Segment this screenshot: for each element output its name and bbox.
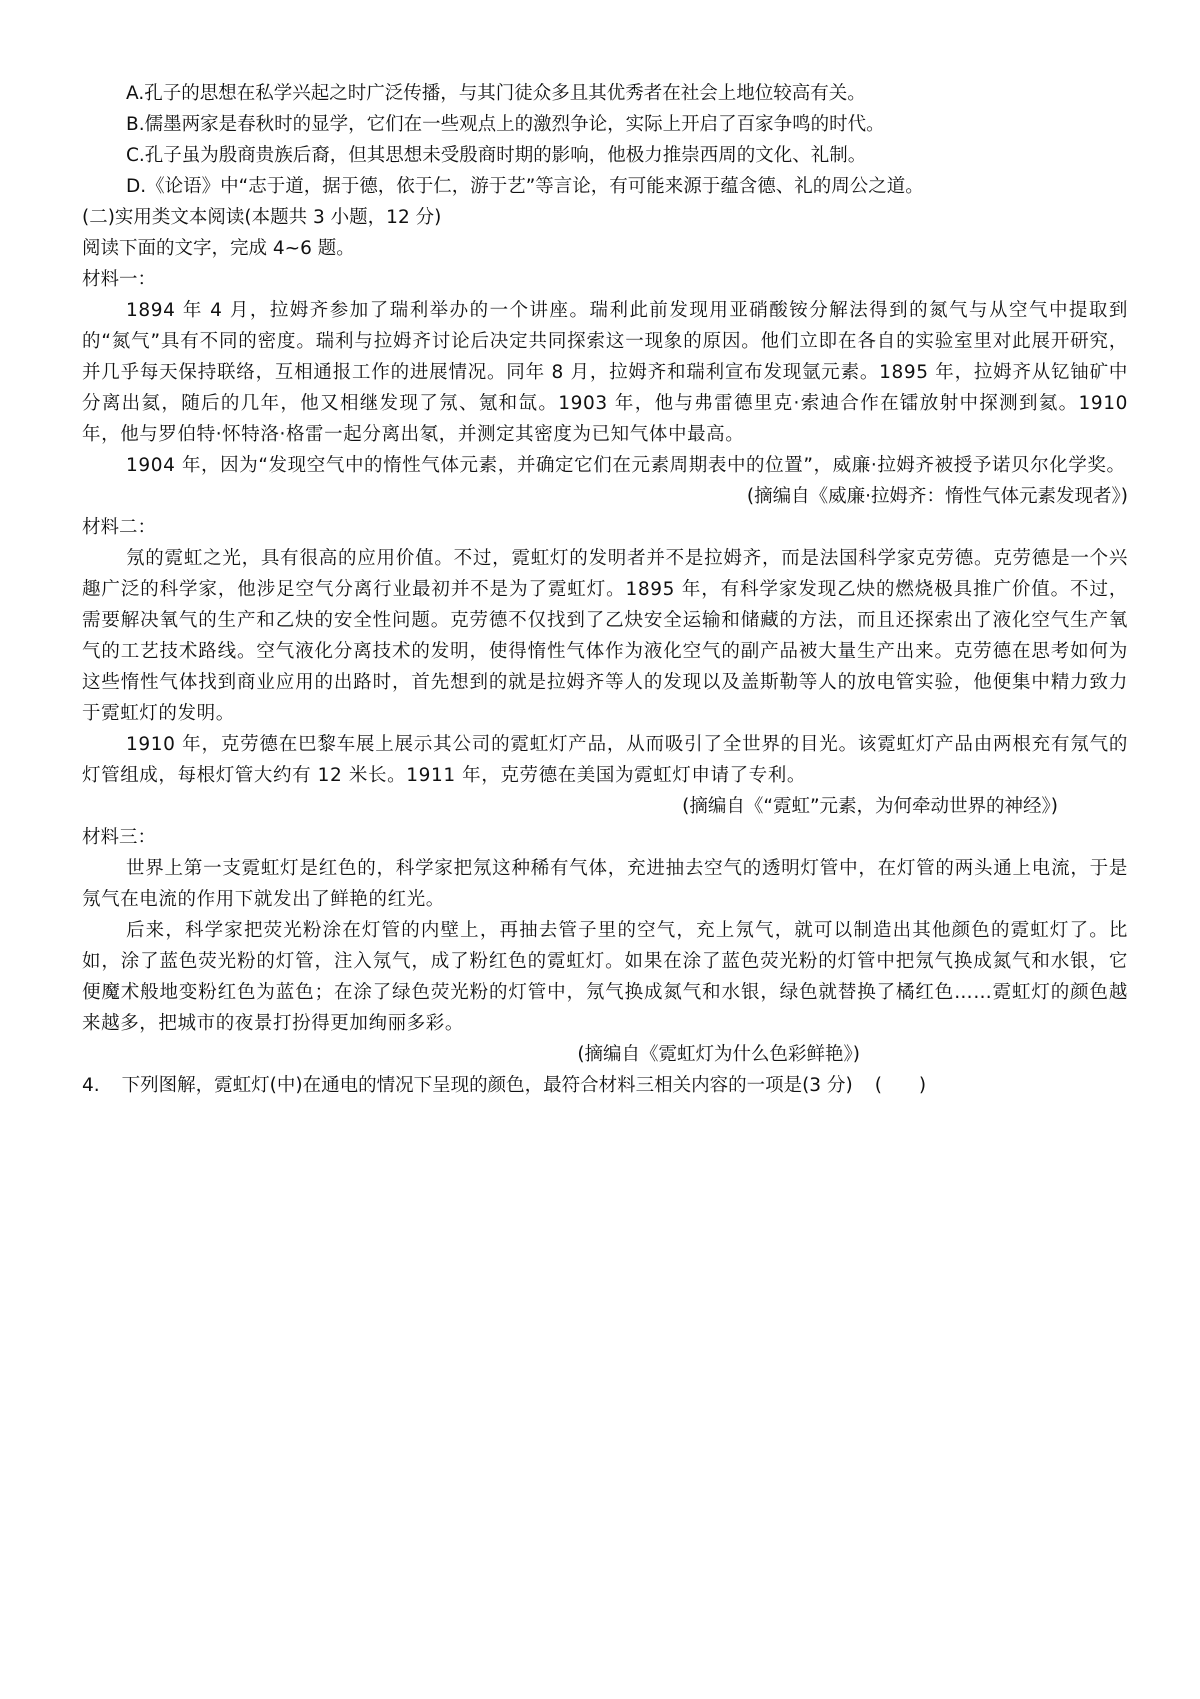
material3-source: (摘编自《霓虹灯为什么色彩鲜艳》) <box>577 1044 860 1065</box>
section-title: (二)实用类文本阅读(本题共 3 小题，12 分) <box>82 207 442 228</box>
question-text: 下列图解，霓虹灯(中)在通电的情况下呈现的颜色，最符合材料三相关内容的一项是(3 分) <box>121 1075 853 1096</box>
option-b: B.儒墨两家是春秋时的显学，它们在一些观点上的激烈争论，实际上开启了百家争鸣的时代。 <box>126 114 885 135</box>
material3-label: 材料三： <box>82 827 157 848</box>
option-c: C.孔子虽为殷商贵族后裔，但其思想未受殷商时期的影响，他极力推崇西周的文化、礼制。 <box>126 145 867 166</box>
material3-paragraph: 世界上第一支霓虹灯是红色的，科学家把氖这种稀有气体，充进抽去空气的透明灯管中，在灯管的两头通上电流，于是氖气在电流的作用下就发出了鲜艳的红光。 <box>82 858 1128 910</box>
material2-source: (摘编自《“霓虹”元素，为何牵动世界的神经》) <box>682 796 1058 817</box>
question-4 <box>82 1070 1128 1101</box>
material3-paragraph: 后来，科学家把荧光粉涂在灯管的内壁上，再抽去管子里的空气，充上氖气，就可以制造出其他颜色的霓虹灯了。比如，涂了蓝色荧光粉的灯管，注入氖气，成了粉红色的霓虹灯。如果在涂了蓝色荧光粉的灯管中把氖气换成氮气和水银，它便魔术般地变粉红色为蓝色；在涂了绿色荧光粉的灯管中，氖气换成氮气和水银，绿色就替换了橘红色……霓虹灯的颜色越来越多，把城市的夜景打扮得更加绚丽多彩。 <box>82 920 1128 1034</box>
material2-paragraph: 氖的霓虹之光，具有很高的应用价值。不过，霓虹灯的发明者并不是拉姆齐，而是法国科学家克劳德。克劳德是一个兴趣广泛的科学家，他涉足空气分离行业最初并不是为了霓虹灯。1895 年，有科学家发现乙炔的燃烧极具推广价值。不过，需要解决氧气的生产和乙炔的安全性问题。克劳德不仅找到了乙炔安全运输和储藏的方法，而且还探索出了液化空气生产氧气的工艺技术路线。空气液化分离技术的发明，使得惰性气体作为液化空气的副产品被大量生产出来。克劳德在思考如何为这些惰性气体找到商业应用的出路时，首先想到的就是拉姆齐等人的发现以及盖斯勒等人的放电管实验，他便集中精力致力于霓虹灯的发明。 <box>82 548 1128 724</box>
material2-label: 材料二： <box>82 517 157 538</box>
answer-blank: ( ) <box>874 1075 927 1096</box>
option-a: A.孔子的思想在私学兴起之时广泛传播，与其门徒众多且其优秀者在社会上地位较高有关。 <box>126 83 866 104</box>
question-number: 4. <box>82 1075 100 1096</box>
exam-page <box>82 78 1128 1101</box>
option-d: D.《论语》中“志于道，据于德，依于仁，游于艺”等言论，有可能来源于蕴含德、礼的周公之道。 <box>126 176 924 197</box>
material2-paragraph: 1910 年，克劳德在巴黎车展上展示其公司的霓虹灯产品，从而吸引了全世界的目光。该霓虹灯产品由两根充有氖气的灯管组成，每根灯管大约有 12 米长。1911 年，克劳德在美国为霓虹灯申请了专利。 <box>82 734 1128 786</box>
material1-source: (摘编自《威廉·拉姆齐：惰性气体元素发现者》) <box>746 486 1128 507</box>
section-instruction: 阅读下面的文字，完成 4~6 题。 <box>82 238 355 259</box>
material1-paragraph: 1894 年 4 月，拉姆齐参加了瑞利举办的一个讲座。瑞利此前发现用亚硝酸铵分解法得到的氮气与从空气中提取到的“氮气”具有不同的密度。瑞利与拉姆齐讨论后决定共同探索这一现象的原因。他们立即在各自的实验室里对此展开研究，并几乎每天保持联络，互相通报工作的进展情况。同年 8 月，拉姆齐和瑞利宣布发现氩元素。1895 年，拉姆齐从钇铀矿中分离出氦，随后的几年，他又相继发现了氖、氪和氙。1903 年，他与弗雷德里克·索迪合作在镭放射中探测到氦。1910 年，他与罗伯特·怀特洛·格雷一起分离出氡，并测定其密度为已知气体中最高。 <box>82 300 1128 445</box>
material1-paragraph: 1904 年，因为“发现空气中的惰性气体元素，并确定它们在元素周期表中的位置”，威廉·拉姆齐被授予诺贝尔化学奖。 <box>126 455 1126 476</box>
material1-label: 材料一： <box>82 269 157 290</box>
